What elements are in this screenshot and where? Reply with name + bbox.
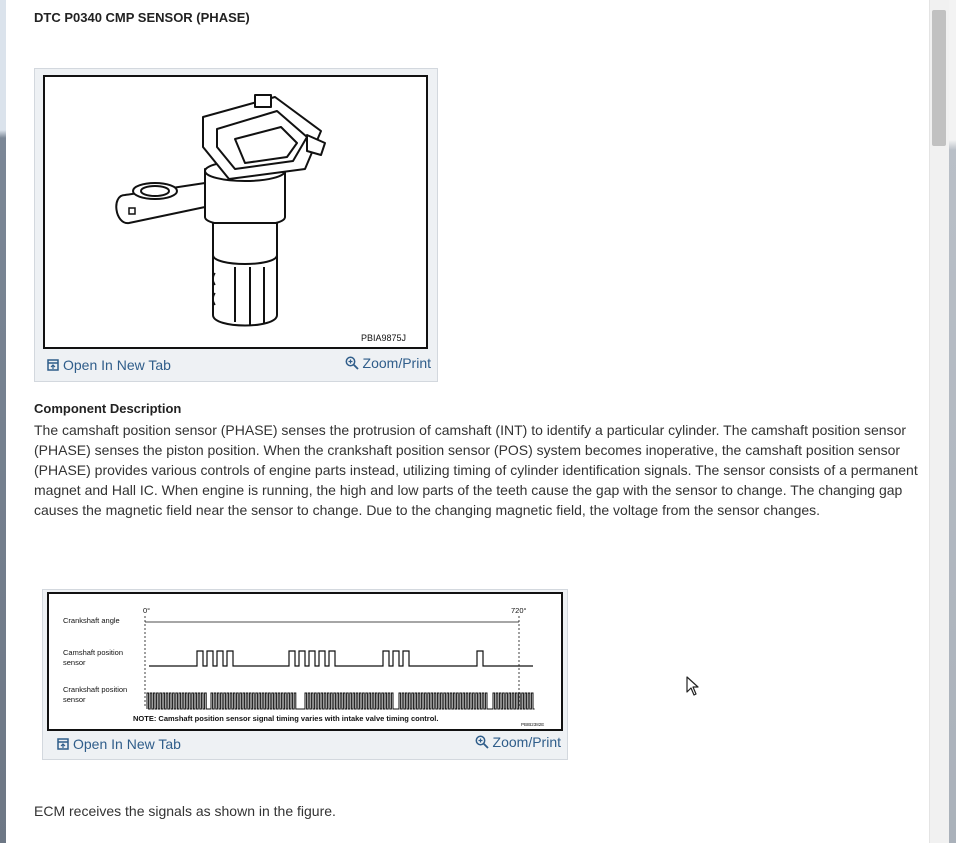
open-in-new-tab-label-2: Open In New Tab xyxy=(73,736,181,752)
cam-label-line-1: Camshaft position xyxy=(63,648,124,657)
component-description-heading: Component Description xyxy=(34,401,182,416)
page-title: DTC P0340 CMP SENSOR (PHASE) xyxy=(34,10,250,25)
right-window-edge xyxy=(949,0,956,843)
mouse-pointer-icon xyxy=(686,676,700,696)
open-in-new-tab-link[interactable] xyxy=(47,357,171,373)
zoom-print-link[interactable] xyxy=(345,355,431,371)
magnifier-zoom-icon xyxy=(345,356,359,370)
ecm-signals-text: ECM receives the signals as shown in the figure. xyxy=(34,803,336,819)
open-in-new-tab-icon xyxy=(57,738,69,750)
magnifier-zoom-icon xyxy=(475,735,489,749)
zoom-print-label-2: Zoom/Print xyxy=(492,734,561,750)
crankshaft-signal-trace xyxy=(147,693,535,709)
camshaft-signal-trace xyxy=(149,651,533,666)
degree-start-label: 0° xyxy=(143,606,151,615)
cam-label-line-2: sensor xyxy=(63,658,86,667)
figure-sensor-image xyxy=(34,68,438,382)
signal-timing-diagram[interactable] xyxy=(47,592,563,731)
figure-code: PBIA9875J xyxy=(360,333,406,343)
scrollbar-thumb[interactable] xyxy=(932,10,946,146)
component-description-text: The camshaft position sensor (PHASE) senses the protrusion of camshaft (INT) to identify a particular cylinder. The camshaft position sensor (PHASE) senses the piston position. When the crankshaft position sensor (POS) system becomes inoperative, the camshaft position sensor (PHASE) provides various controls of engine parts instead, utilizing timing of cylinder identification signals. The sensor consists of a permanent magnet and Hall IC. When engine is running, the high and low parts of the teeth cause the gap with the sensor to change. The changing gap causes the magnetic field near the sensor to change. Due to the changing magnetic field, the voltage from the sensor changes. xyxy=(34,422,918,518)
cmp-sensor-drawing xyxy=(45,77,426,347)
timing-note: NOTE: Camshaft position sensor signal timing varies with intake valve timing control. xyxy=(133,714,439,723)
crank-label-line-2: sensor xyxy=(63,695,86,704)
sensor-illustration[interactable] xyxy=(43,75,428,349)
left-window-edge xyxy=(0,0,6,843)
degree-end-label: 720° xyxy=(511,606,527,615)
open-in-new-tab-icon xyxy=(47,359,59,371)
figure-signal-timing xyxy=(42,589,568,760)
angle-label: Crankshaft angle xyxy=(63,616,120,625)
open-in-new-tab-label: Open In New Tab xyxy=(63,357,171,373)
crank-label-line-1: Crankshaft position xyxy=(63,685,128,694)
zoom-print-link-2[interactable] xyxy=(475,734,561,750)
open-in-new-tab-link-2[interactable] xyxy=(57,736,181,752)
figure2-code: PBIB2382E xyxy=(521,722,545,727)
signal-waveform xyxy=(49,594,561,729)
zoom-print-label: Zoom/Print xyxy=(362,355,431,371)
